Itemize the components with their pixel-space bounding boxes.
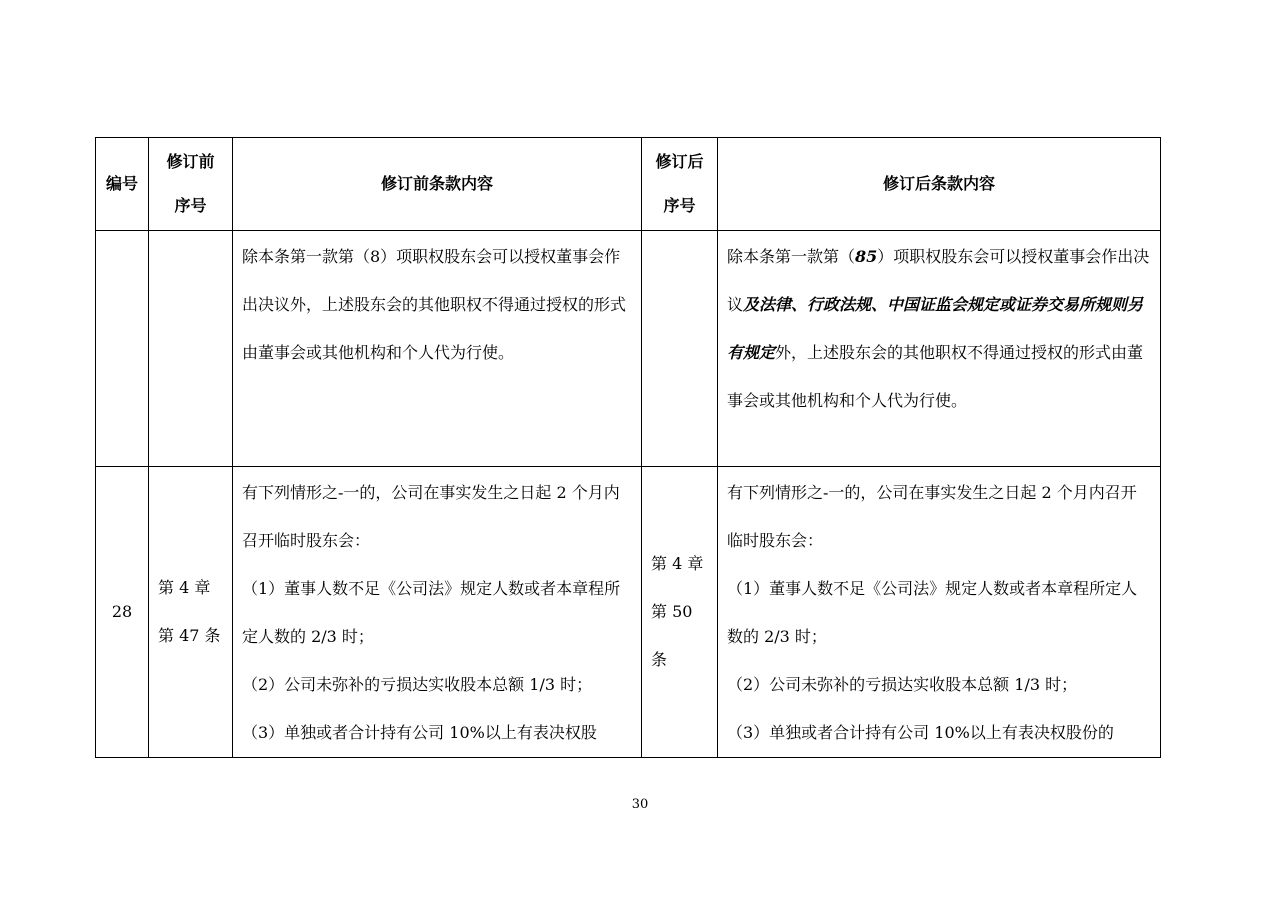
header-after-content: 修订后条款内容	[718, 138, 1161, 231]
row2-after-line: （1）董事人数不足《公司法》规定人数或者本章程所定人数的 2/3 时；	[727, 579, 1138, 646]
header-after-seq-line2: 序号	[663, 196, 696, 215]
table-header-row	[96, 138, 1161, 231]
row1-after-part1: 除本条第一款第（	[727, 247, 856, 266]
row2-after-seq-line3: 条	[651, 650, 668, 669]
header-before-seq-line1: 修订前	[166, 152, 215, 171]
row2-after-seq-line2: 第 50	[651, 602, 693, 621]
row1-after-text	[718, 231, 1161, 467]
page-number: 30	[631, 797, 649, 812]
row2-before-seq	[149, 467, 233, 758]
row2-before-text	[233, 467, 642, 758]
row2-before-seq-line1: 第 4 章	[158, 578, 211, 597]
row1-number	[96, 231, 149, 467]
amendment-table	[95, 137, 1161, 758]
row1-before-seq	[149, 231, 233, 467]
row2-number: 28	[96, 467, 149, 758]
header-after-seq-line1: 修订后	[655, 152, 704, 171]
row2-after-line: （2）公司未弥补的亏损达实收股本总额 1/3 时；	[727, 675, 1078, 694]
row1-after-part2: 85	[855, 247, 878, 266]
row1-after-part5: 外，上述股东会的其他职权不得通过授权的形式由董事会或其他机构和个人代为行使。	[727, 343, 1144, 410]
row1-after-seq	[642, 231, 718, 467]
header-before-content: 修订前条款内容	[233, 138, 642, 231]
row1-after-part3: ）项职权股东会可以授权董事会作出决议	[727, 247, 1150, 314]
header-before-seq-line2: 序号	[174, 196, 207, 215]
row2-before-line: 有下列情形之-一的，公司在事实发生之日起 2 个月内召开临时股东会：	[242, 483, 620, 550]
row2-after-line: 有下列情形之-一的，公司在事实发生之日起 2 个月内召开临时股东会：	[727, 483, 1137, 550]
header-number: 编号	[96, 138, 149, 231]
table-row	[96, 231, 1161, 467]
row2-before-line: （3）单独或者合计持有公司 10%以上有表决权股	[242, 723, 597, 742]
row1-before-text: 除本条第一款第（8）项职权股东会可以授权董事会作出决议外，上述股东会的其他职权不得通过授权的形式由董事会或其他机构和个人代为行使。	[233, 231, 642, 467]
row2-before-line: （2）公司未弥补的亏损达实收股本总额 1/3 时；	[242, 675, 593, 694]
table-row	[96, 467, 1161, 758]
row2-after-line: （3）单独或者合计持有公司 10%以上有表决权股份的	[727, 723, 1114, 742]
row1-after-part4-inserted: 及法律、行政法规、中国证监会规定或证券交易所规则另有规定	[727, 295, 1144, 362]
row2-before-seq-line2: 第 47 条	[158, 626, 221, 645]
row2-after-seq-line1: 第 4 章	[651, 554, 704, 573]
row2-after-text	[718, 467, 1161, 758]
row2-after-seq	[642, 467, 718, 758]
header-before-seq	[149, 138, 233, 231]
row2-before-line: （1）董事人数不足《公司法》规定人数或者本章程所定人数的 2/3 时；	[242, 579, 621, 646]
header-after-seq	[642, 138, 718, 231]
